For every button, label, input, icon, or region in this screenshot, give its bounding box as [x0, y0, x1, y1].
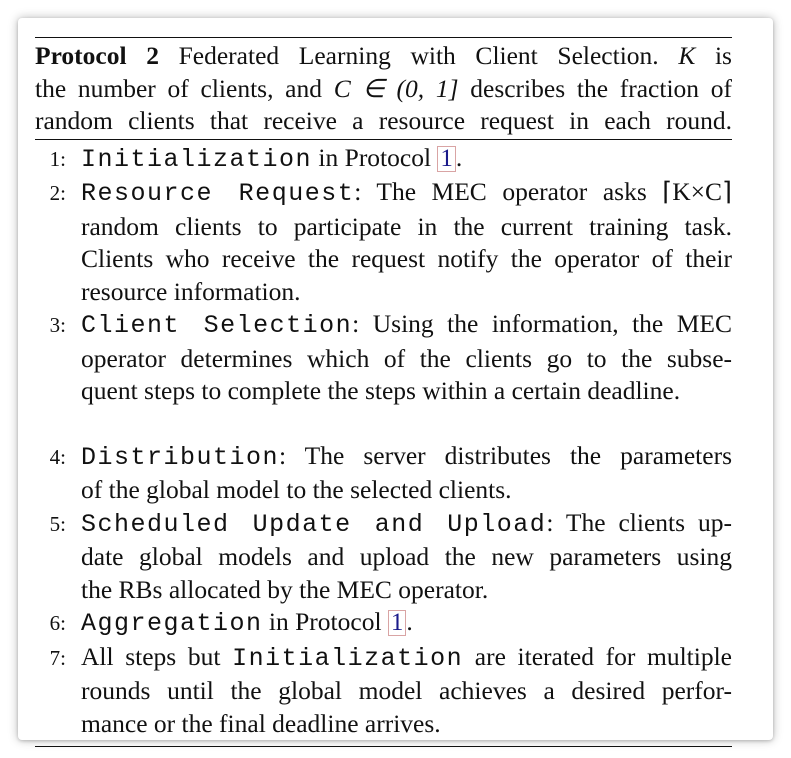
step-6	[35, 606, 732, 641]
step-line	[81, 440, 732, 475]
step-line: rounds until the global model achieves a desired perfor-	[81, 676, 732, 705]
step-keyword: Initialization	[81, 144, 313, 174]
protocol-ref-link[interactable]: 1	[437, 146, 456, 172]
step-line	[81, 308, 732, 343]
bottom-rule	[35, 746, 732, 747]
algorithm-card	[18, 18, 773, 740]
step-line	[81, 641, 732, 676]
middle-rule	[35, 139, 732, 140]
step-line	[81, 176, 732, 211]
step-text: : Using the information, the MEC	[352, 309, 732, 338]
step-text: : The clients up-	[546, 507, 732, 537]
step-line: Clients who receive the request notify the operator of their	[81, 244, 732, 273]
caption-line-3	[35, 105, 732, 138]
step-number: 7:	[49, 645, 66, 670]
caption-text-c: random clients that receive a resource request in each round.	[35, 106, 732, 135]
protocol-label: Protocol 2	[35, 41, 159, 70]
step-keyword: Scheduled Update and Upload	[81, 509, 547, 539]
step-line: mance or the final deadline arrives.	[81, 708, 441, 738]
step-text: All steps but	[81, 641, 233, 671]
var-k: K	[678, 41, 696, 70]
step-text: in Protocol	[262, 607, 388, 636]
caption-line-1	[35, 40, 732, 73]
step-line	[81, 507, 732, 542]
caption-tail: is	[714, 41, 732, 70]
step-7	[35, 641, 732, 741]
step-keyword: Distribution	[81, 442, 280, 472]
step-line: of the global model to the selected clients.	[81, 475, 512, 504]
step-5	[35, 507, 732, 607]
step-keyword: Client Selection	[81, 311, 353, 340]
step-line: quent steps to complete the steps within a certain deadline.	[81, 376, 681, 405]
caption-math: C ∈ (0, 1]	[333, 73, 459, 103]
caption-text-b: describes the fraction of	[470, 73, 733, 103]
protocol-title: Federated Learning with Client Selection.	[178, 41, 659, 70]
step-line: random clients to participate in the current training task.	[81, 211, 732, 241]
step-keyword: Initialization	[232, 643, 464, 673]
step-line: operator determines which of the clients go to the subse-	[81, 343, 732, 373]
step-number: 3:	[49, 313, 66, 337]
step-keyword: Resource Request	[81, 179, 355, 208]
step-keyword: Aggregation	[81, 609, 263, 638]
protocol-block	[35, 37, 732, 747]
step-4	[35, 440, 732, 507]
spacer	[35, 408, 732, 440]
step-text: are iterated for multiple	[463, 641, 732, 671]
step-text: : The server distributes the parameters	[279, 440, 732, 470]
step-line: the RBs allocated by the MEC operator.	[81, 574, 489, 604]
step-text: : The MEC operator asks ⌈K×C⌉	[354, 177, 732, 206]
step-list	[35, 142, 732, 741]
protocol-caption	[35, 38, 732, 138]
caption-text-a: the number of clients, and	[35, 73, 323, 103]
caption-line-2	[35, 73, 732, 106]
protocol-ref-link[interactable]: 1	[388, 610, 407, 636]
step-2	[35, 176, 732, 308]
step-line	[81, 606, 732, 641]
step-number: 5:	[49, 511, 66, 536]
step-line: resource information.	[81, 276, 301, 306]
step-number: 1:	[49, 146, 66, 171]
step-line: date global models and upload the new parameters using	[81, 542, 732, 571]
step-text: in Protocol	[312, 142, 438, 172]
step-trail: .	[455, 142, 463, 172]
step-number: 2:	[49, 181, 66, 205]
step-3	[35, 308, 732, 408]
step-number: 6:	[49, 611, 66, 635]
step-number: 4:	[49, 444, 66, 469]
step-line	[81, 142, 732, 177]
step-1	[35, 142, 732, 177]
step-trail: .	[406, 607, 413, 636]
